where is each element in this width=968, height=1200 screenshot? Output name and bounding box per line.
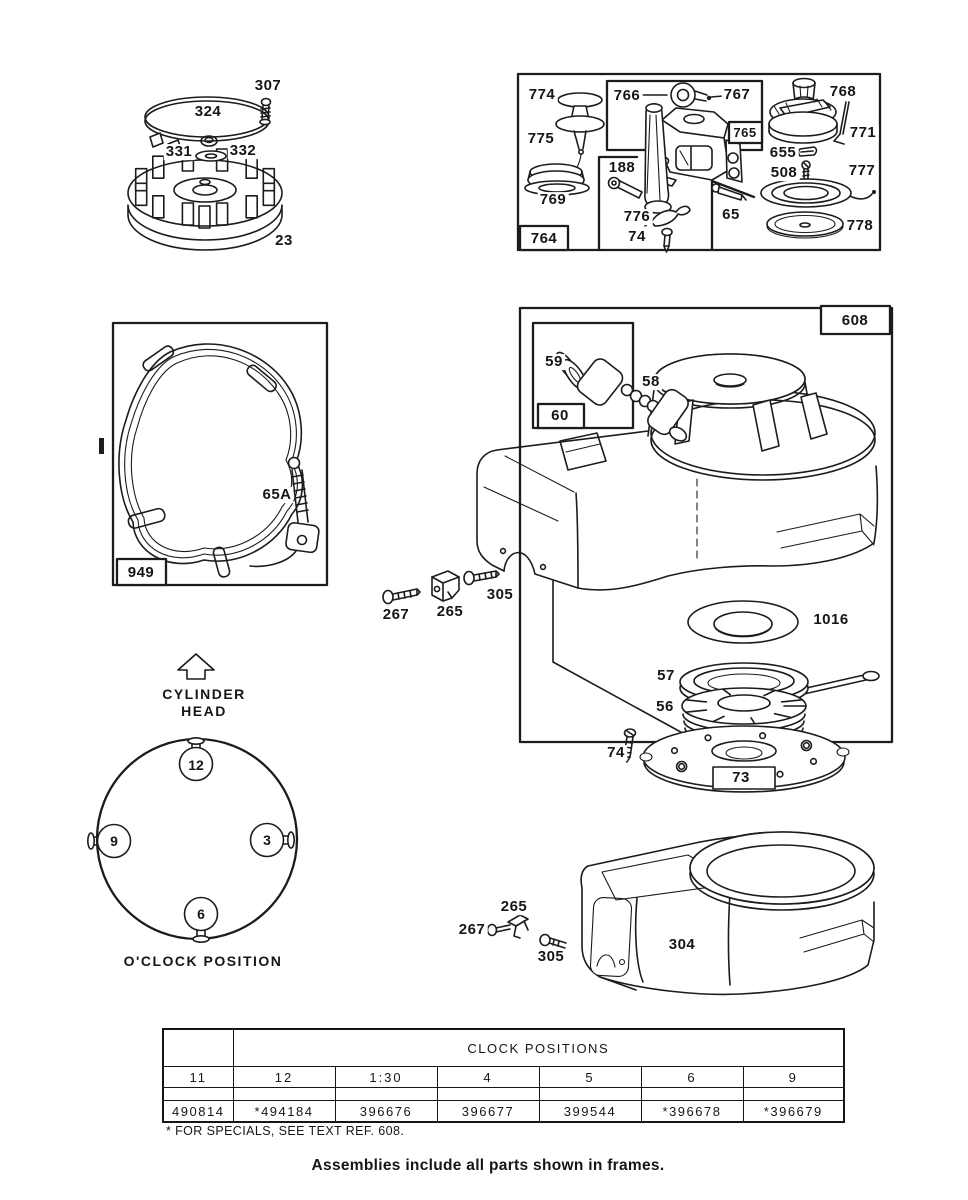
callout-769: 769 (539, 191, 567, 209)
frame-label-949: 949 (127, 564, 155, 582)
callout-265-housing: 265 (500, 898, 528, 916)
table-part-number-cell: 490814 (163, 1101, 233, 1123)
screw-305-engine-drawing (464, 571, 499, 585)
callout-57: 57 (657, 667, 675, 685)
table-spacer-cell (539, 1088, 641, 1101)
callout-58: 58 (642, 373, 660, 391)
frame-949-group (113, 323, 327, 585)
clip-655-drawing (799, 147, 817, 156)
callout-307: 307 (254, 77, 282, 95)
callout-59: 59 (545, 353, 563, 371)
table-position-cell: 1:30 (335, 1067, 437, 1088)
callout-74-starter: 74 (607, 744, 625, 762)
clock-number-3: 3 (263, 832, 271, 848)
frame-label-764: 764 (530, 230, 558, 248)
table-header-clock-positions: CLOCK POSITIONS (233, 1029, 844, 1067)
table-spacer-cell (163, 1088, 233, 1101)
seal-1016-drawing (688, 601, 798, 643)
blower-housing-304-drawing (488, 832, 875, 994)
clip-265-engine-drawing (432, 571, 459, 601)
table-footnote: * FOR SPECIALS, SEE TEXT REF. 608. (166, 1124, 405, 1138)
table-corner-cell (163, 1029, 233, 1067)
table-part-number-cell: *396679 (743, 1101, 844, 1123)
wire-loop-drawing (119, 344, 302, 578)
frame-label-608: 608 (841, 312, 869, 330)
table-position-cell: 9 (743, 1067, 844, 1088)
callout-508: 508 (770, 164, 798, 182)
up-arrow-icon (178, 654, 214, 679)
table-position-cell: 11 (163, 1067, 233, 1088)
screw-305-housing-drawing (540, 935, 566, 949)
table-part-number-cell: 399544 (539, 1101, 641, 1123)
callout-775: 775 (527, 130, 555, 148)
table-part-number-cell: 396677 (437, 1101, 539, 1123)
page-footer-note: Assemblies include all parts shown in frames. (311, 1157, 665, 1174)
screw-267-housing-drawing (488, 925, 511, 936)
callout-1016: 1016 (813, 611, 849, 629)
washer-332-drawing (196, 151, 226, 161)
table-spacer-cell (641, 1088, 743, 1101)
callout-777: 777 (848, 162, 876, 180)
callout-305-housing: 305 (537, 948, 565, 966)
callout-23: 23 (275, 232, 293, 250)
table-spacer-cell (335, 1088, 437, 1101)
table-part-number-cell: *396678 (641, 1101, 743, 1123)
flywheel-drawing (128, 149, 282, 250)
callout-778: 778 (846, 217, 874, 235)
callout-267-housing: 267 (458, 921, 486, 939)
frame-label-60: 60 (551, 407, 569, 425)
callout-776: 776 (623, 208, 651, 226)
table-part-number-cell: *494184 (233, 1101, 335, 1123)
clock-number-12: 12 (188, 757, 204, 773)
callout-767: 767 (723, 86, 751, 104)
lever-188-drawing (609, 178, 643, 199)
screw-267-engine-drawing (383, 589, 420, 604)
callout-768: 768 (829, 83, 857, 101)
callout-305-engine: 305 (486, 586, 514, 604)
frame-608-group (383, 306, 892, 792)
callout-65A: 65A (262, 486, 292, 504)
callout-774: 774 (528, 86, 556, 104)
screw-74-carb-drawing (662, 229, 672, 253)
callout-655: 655 (769, 144, 797, 162)
callout-265-engine: 265 (436, 603, 464, 621)
table-position-cell: 4 (437, 1067, 539, 1088)
clock-number-9: 9 (110, 833, 118, 849)
starter-spring-777-drawing (761, 179, 876, 207)
callout-332: 332 (229, 142, 257, 160)
cylinder-head-label-line2: HEAD (181, 703, 227, 719)
rope-guide-774-drawing (556, 93, 604, 171)
bolt-3-drawing (251, 824, 295, 857)
table-spacer-cell (233, 1088, 335, 1101)
callout-304: 304 (668, 936, 696, 954)
callout-65: 65 (722, 206, 740, 224)
table-position-cell: 5 (539, 1067, 641, 1088)
callout-331: 331 (165, 143, 193, 161)
frame-764-group (518, 74, 880, 252)
clock-positions-table (162, 1028, 845, 1123)
table-position-cell: 12 (233, 1067, 335, 1088)
scan-artifact (99, 438, 104, 454)
governor-link-65A-drawing (250, 458, 320, 567)
table-spacer-cell (437, 1088, 539, 1101)
table-position-cell: 6 (641, 1067, 743, 1088)
table-part-number-cell: 396676 (335, 1101, 437, 1123)
clip-265-housing-drawing (508, 915, 528, 938)
cylinder-head-label-line1: CYLINDER (162, 686, 246, 702)
callout-324: 324 (194, 103, 222, 121)
clock-number-6: 6 (197, 906, 205, 922)
callout-73: 73 (732, 769, 750, 787)
carburetor-drawing (658, 108, 742, 186)
frame-label-765: 765 (733, 125, 757, 141)
oclock-position-caption: O'CLOCK POSITION (123, 953, 283, 969)
callout-74-carb: 74 (628, 228, 646, 246)
callout-771: 771 (849, 124, 877, 142)
callout-766: 766 (613, 87, 641, 105)
callout-56: 56 (656, 698, 674, 716)
plate-778-drawing (767, 212, 843, 238)
callout-267-engine: 267 (382, 606, 410, 624)
callout-188: 188 (608, 159, 636, 177)
table-spacer-cell (743, 1088, 844, 1101)
